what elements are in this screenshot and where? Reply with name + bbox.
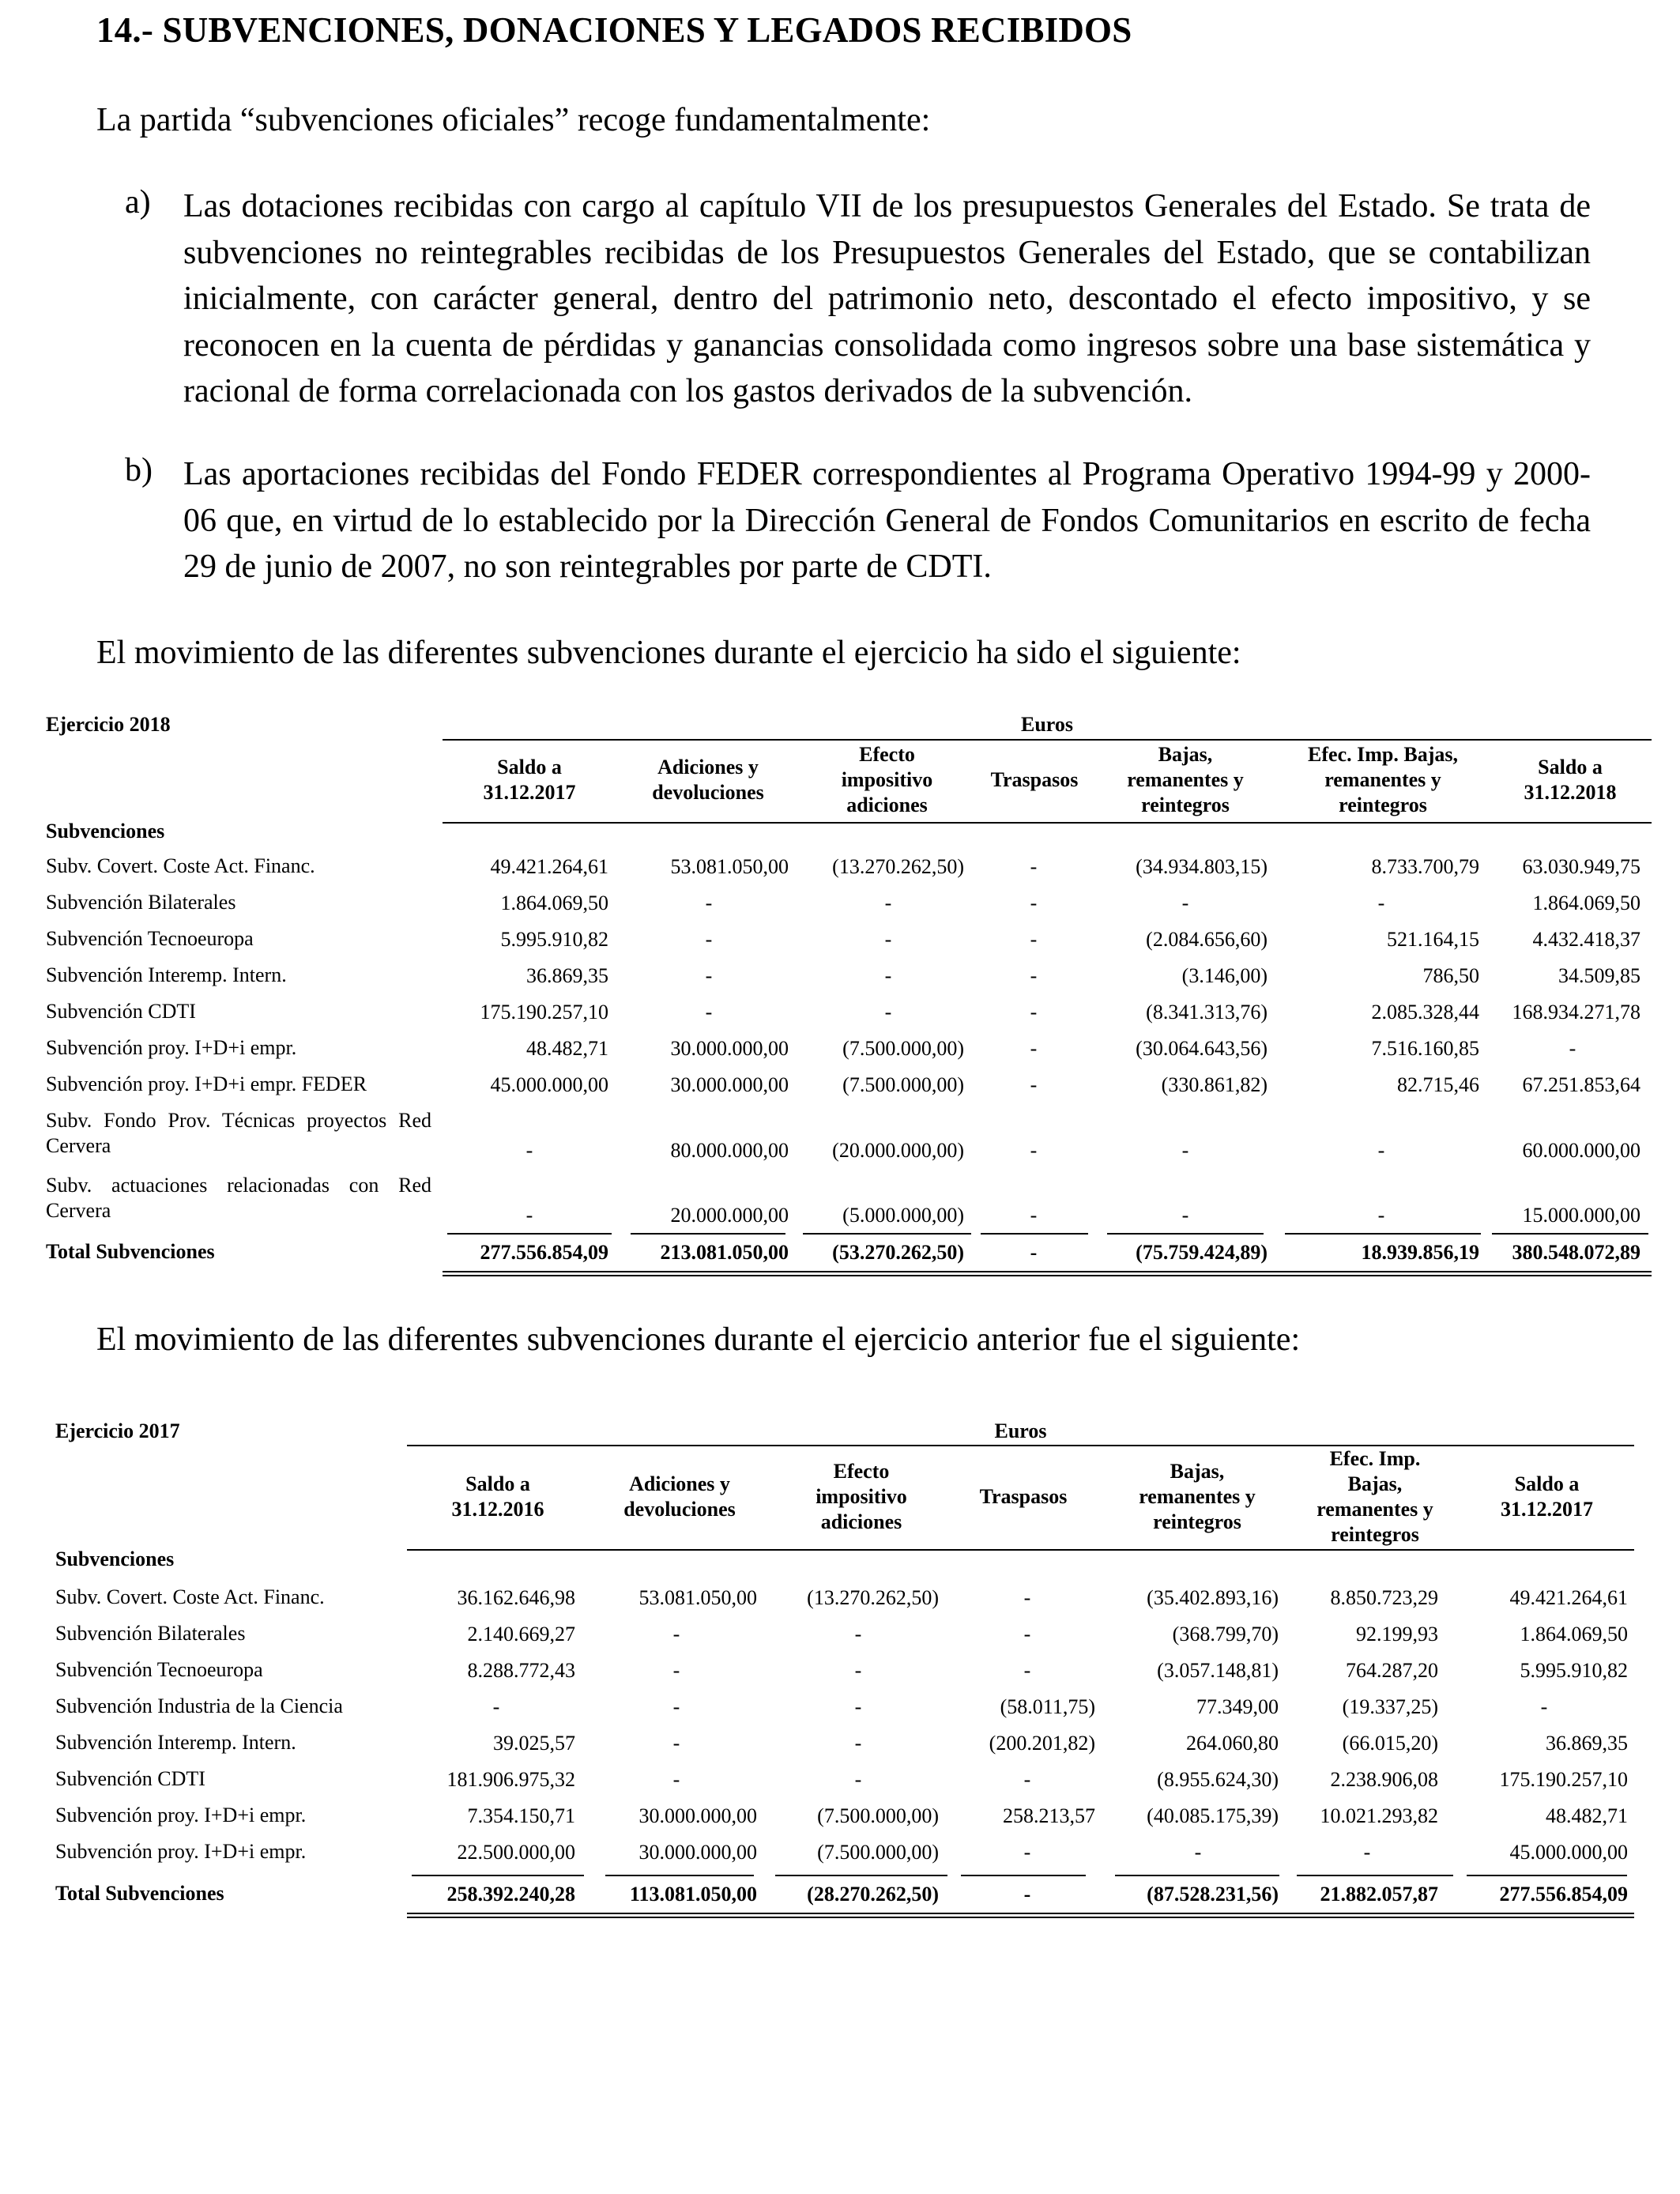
cell-value: -: [525, 1139, 533, 1162]
cell-value: -: [492, 1695, 500, 1718]
cell-value: (35.402.893,16): [1147, 1586, 1279, 1609]
column-header-text: Saldo a 31.12.2017: [483, 756, 576, 804]
row-label: Subvención Interemp. Intern.: [55, 1731, 296, 1754]
row-label: Subv. Fondo Prov. Técnicas proyectos Red Cervera: [46, 1109, 431, 1157]
cell-value: -: [1377, 1204, 1385, 1227]
cell-value: (5.000.000,00): [842, 1204, 964, 1227]
cell-value: -: [1030, 892, 1038, 914]
column-header-text: Traspasos: [990, 768, 1079, 791]
cell-value: (75.759.424,89): [1136, 1241, 1268, 1264]
cell-value: -: [1030, 1139, 1038, 1162]
total-double-rule: [407, 1913, 1634, 1918]
cell-value: 39.025,57: [493, 1732, 575, 1755]
section-label: Subvenciones: [55, 1547, 175, 1570]
column-header: [956, 1446, 1090, 1547]
row-label: Subvención Industria de la Ciencia: [55, 1695, 343, 1717]
cell-value: 1.864.069,50: [500, 892, 608, 914]
row-label: Subvención CDTI: [46, 1000, 196, 1023]
cell-value: -: [1023, 1659, 1031, 1682]
cell-value: 48.482,71: [1546, 1804, 1628, 1827]
section-label: Subvenciones: [46, 820, 165, 843]
cell-value: (53.270.262,50): [832, 1241, 964, 1264]
cell-value: 18.939.856,19: [1361, 1241, 1479, 1264]
cell-value: 77.349,00: [1196, 1695, 1279, 1718]
cell-value: -: [1194, 1841, 1202, 1864]
column-header: [770, 1446, 952, 1547]
row-label: Total Subvenciones: [46, 1240, 215, 1263]
total-double-rule: [443, 1271, 1652, 1276]
cell-value: (13.270.262,50): [807, 1586, 939, 1609]
column-header: [443, 741, 616, 820]
cell-value: 8.288.772,43: [467, 1659, 575, 1682]
cell-value: 5.995.910,82: [1520, 1659, 1628, 1682]
column-header: [798, 741, 976, 820]
cell-value: (7.500.000,00): [842, 1073, 964, 1096]
cell-value: -: [1540, 1695, 1548, 1718]
total-top-rule: [1107, 1233, 1264, 1235]
total-top-rule: [1492, 1233, 1648, 1235]
cell-value: -: [1569, 1037, 1576, 1060]
cell-value: 15.000.000,00: [1522, 1204, 1640, 1227]
cell-value: (7.500.000,00): [817, 1841, 939, 1864]
total-top-rule: [981, 1233, 1088, 1235]
cell-value: -: [672, 1695, 680, 1718]
column-header-text: Efec. Imp. Bajas, remanentes y reintegros: [1317, 1447, 1433, 1546]
cell-value: -: [1377, 1139, 1385, 1162]
cell-value: 30.000.000,00: [638, 1841, 757, 1864]
cell-value: (7.500.000,00): [817, 1804, 939, 1827]
cell-value: (58.011,75): [1000, 1695, 1095, 1718]
total-top-rule: [605, 1875, 754, 1876]
cell-value: -: [672, 1623, 680, 1646]
cell-value: (3.146,00): [1181, 964, 1268, 987]
cell-value: -: [672, 1768, 680, 1791]
row-label: Subvención Bilaterales: [46, 891, 236, 914]
cell-value: 380.548.072,89: [1512, 1241, 1640, 1264]
column-header: [1487, 741, 1653, 820]
cell-value: (13.270.262,50): [832, 855, 964, 878]
cell-value: -: [884, 892, 892, 914]
column-header-text: Adiciones y devoluciones: [623, 1472, 736, 1521]
column-header: [626, 741, 790, 820]
cell-value: 7.354.150,71: [467, 1804, 575, 1827]
column-header: [1102, 741, 1268, 820]
cell-value: -: [1363, 1841, 1371, 1864]
total-top-rule: [1297, 1875, 1453, 1876]
cell-value: 181.906.975,32: [446, 1768, 575, 1791]
cell-value: -: [672, 1659, 680, 1682]
cell-value: 63.030.949,75: [1522, 855, 1640, 878]
cell-value: 36.869,35: [526, 964, 608, 987]
row-label: Subvención CDTI: [55, 1767, 205, 1790]
cell-value: (30.064.643,56): [1136, 1037, 1268, 1060]
column-header-text: Efecto impositivo adiciones: [841, 743, 933, 816]
total-top-rule: [412, 1875, 584, 1876]
cell-value: 764.287,20: [1346, 1659, 1438, 1682]
cell-value: -: [1030, 964, 1038, 987]
cell-value: 30.000.000,00: [638, 1804, 757, 1827]
cell-value: -: [1023, 1883, 1031, 1906]
header-bottom-rule: [443, 822, 1652, 824]
header-bottom-rule: [407, 1549, 1634, 1551]
column-header-text: Saldo a 31.12.2016: [451, 1472, 544, 1521]
cell-value: 22.500.000,00: [457, 1841, 575, 1864]
cell-value: (8.341.313,76): [1146, 1001, 1268, 1023]
cell-value: -: [1030, 1001, 1038, 1023]
column-header: [1110, 1446, 1284, 1547]
cell-value: 34.509,85: [1558, 964, 1640, 987]
table-title: Ejercicio 2018: [46, 713, 171, 736]
cell-value: -: [1030, 1073, 1038, 1096]
cell-value: -: [705, 1001, 713, 1023]
column-header: [1292, 1446, 1458, 1547]
total-top-rule: [1467, 1875, 1627, 1876]
cell-value: 21.882.057,87: [1320, 1883, 1438, 1906]
row-label: Subvención Tecnoeuropa: [55, 1658, 263, 1681]
cell-value: -: [705, 964, 713, 987]
cell-value: 213.081.050,00: [660, 1241, 789, 1264]
cell-value: -: [1030, 1037, 1038, 1060]
cell-value: -: [1377, 892, 1385, 914]
list-marker: a): [125, 184, 151, 221]
cell-value: -: [854, 1695, 862, 1718]
total-top-rule: [803, 1233, 971, 1235]
row-label: Subvención Interemp. Intern.: [46, 963, 287, 986]
cell-value: (8.955.624,30): [1157, 1768, 1279, 1791]
list-item-text: Las aportaciones recibidas del Fondo FEDER correspondientes al Programa Operativo 1994-99 y 2000-06 que, en virtud de lo establecido por la Dirección General de Fondos Comunitarios en escrito de fecha 29 de junio de 2007, no son reintegrables por parte de CDTI.: [183, 456, 1591, 585]
cell-value: (20.000.000,00): [832, 1139, 964, 1162]
cell-value: 67.251.853,64: [1522, 1073, 1640, 1096]
total-top-rule: [631, 1233, 785, 1235]
row-label: Total Subvenciones: [55, 1882, 224, 1905]
cell-value: 30.000.000,00: [670, 1073, 789, 1096]
cell-value: 45.000.000,00: [490, 1073, 608, 1096]
cell-value: -: [854, 1732, 862, 1755]
cell-value: 30.000.000,00: [670, 1037, 789, 1060]
cell-value: 36.162.646,98: [457, 1586, 575, 1609]
total-top-rule: [1285, 1233, 1481, 1235]
cell-value: (3.057.148,81): [1157, 1659, 1279, 1682]
cell-value: 277.556.854,09: [1499, 1883, 1628, 1906]
column-header-text: Adiciones y devoluciones: [652, 756, 764, 804]
cell-value: -: [1030, 1241, 1038, 1264]
cell-value: 2.085.328,44: [1371, 1001, 1479, 1023]
cell-value: -: [1023, 1586, 1031, 1609]
cell-value: 264.060,80: [1186, 1732, 1279, 1755]
cell-value: 80.000.000,00: [670, 1139, 789, 1162]
cell-value: -: [1030, 855, 1038, 878]
cell-value: (19.337,25): [1342, 1695, 1438, 1718]
cell-value: -: [1181, 892, 1189, 914]
intro-paragraph: La partida “subvenciones oficiales” recoge fundamentalmente:: [96, 102, 931, 138]
cell-value: 8.850.723,29: [1330, 1586, 1438, 1609]
total-top-rule: [1115, 1875, 1279, 1876]
cell-value: 45.000.000,00: [1509, 1841, 1628, 1864]
column-header-text: Saldo a 31.12.2017: [1501, 1472, 1593, 1521]
currency-label: Euros: [994, 1419, 1047, 1442]
row-label: Subvención Bilaterales: [55, 1622, 246, 1645]
cell-value: 1.864.069,50: [1532, 892, 1640, 914]
cell-value: 49.421.264,61: [1509, 1586, 1628, 1609]
cell-value: 5.995.910,82: [500, 928, 608, 951]
total-top-rule: [775, 1875, 947, 1876]
cell-value: -: [1181, 1204, 1189, 1227]
row-label: Subvención proy. I+D+i empr. FEDER: [46, 1072, 367, 1095]
cell-value: 48.482,71: [526, 1037, 608, 1060]
cell-value: -: [705, 892, 713, 914]
row-label: Subvención proy. I+D+i empr.: [46, 1036, 297, 1059]
cell-value: -: [1023, 1768, 1031, 1791]
cell-value: 175.190.257,10: [1499, 1768, 1628, 1791]
column-header-text: Bajas, remanentes y reintegros: [1127, 743, 1244, 816]
column-header-text: Saldo a 31.12.2018: [1524, 756, 1617, 804]
column-header: [1462, 1446, 1632, 1547]
cell-value: -: [1030, 928, 1038, 951]
column-header: [601, 1446, 759, 1547]
cell-value: -: [1023, 1623, 1031, 1646]
cell-value: (40.085.175,39): [1147, 1804, 1279, 1827]
cell-value: 53.081.050,00: [670, 855, 789, 878]
cell-value: 20.000.000,00: [670, 1204, 789, 1227]
cell-value: (2.084.656,60): [1146, 928, 1268, 951]
cell-value: -: [1181, 1139, 1189, 1162]
cell-value: -: [884, 964, 892, 987]
cell-value: -: [525, 1204, 533, 1227]
cell-value: 36.869,35: [1546, 1732, 1628, 1755]
cell-value: 82.715,46: [1397, 1073, 1479, 1096]
row-label: Subvención Tecnoeuropa: [46, 927, 254, 950]
cell-value: 113.081.050,00: [629, 1883, 757, 1906]
row-label: Subv. actuaciones relacionadas con Red Cervera: [46, 1174, 431, 1222]
cell-value: 2.140.669,27: [467, 1623, 575, 1646]
table-title: Ejercicio 2017: [55, 1419, 180, 1442]
cell-value: 168.934.271,78: [1512, 1001, 1640, 1023]
cell-value: 258.392.240,28: [446, 1883, 575, 1906]
column-header: [976, 741, 1093, 820]
cell-value: (330.861,82): [1161, 1073, 1268, 1096]
cell-value: 2.238.906,08: [1330, 1768, 1438, 1791]
column-header-text: Efecto impositivo adiciones: [816, 1460, 907, 1533]
cell-value: -: [672, 1732, 680, 1755]
list-marker: b): [125, 452, 153, 488]
total-top-rule: [447, 1233, 612, 1235]
cell-value: -: [1023, 1841, 1031, 1864]
row-label: Subvención proy. I+D+i empr.: [55, 1840, 307, 1863]
cell-value: 10.021.293,82: [1320, 1804, 1438, 1827]
section-heading: 14.- SUBVENCIONES, DONACIONES Y LEGADOS RECIBIDOS: [96, 10, 1132, 50]
cell-value: 60.000.000,00: [1522, 1139, 1640, 1162]
cell-value: 92.199,93: [1356, 1623, 1438, 1646]
cell-value: 277.556.854,09: [480, 1241, 608, 1264]
cell-value: (66.015,20): [1342, 1732, 1438, 1755]
cell-value: (28.270.262,50): [807, 1883, 939, 1906]
cell-value: -: [1030, 1204, 1038, 1227]
cell-value: 49.421.264,61: [490, 855, 608, 878]
list-item-text: Las dotaciones recibidas con cargo al capítulo VII de los presupuestos Generales del Estado. Se trata de subvenciones no reintegrables recibidas de los Presupuestos Generales del Estado, que se contabilizan inicialmente, con carácter general, dentro del patrimonio neto, descontado el efecto impositivo, y se reconocen en la cuenta de pérdidas y ganancias consolidada como ingresos sobre una base sistemática y racional de forma correlacionada con los gastos derivados de la subvención.: [183, 188, 1591, 409]
cell-value: 521.164,15: [1387, 928, 1479, 951]
cell-value: -: [854, 1659, 862, 1682]
row-label: Subv. Covert. Coste Act. Financ.: [46, 854, 315, 877]
column-header: [1280, 741, 1486, 820]
cell-value: 7.516.160,85: [1371, 1037, 1479, 1060]
cell-value: 175.190.257,10: [480, 1001, 608, 1023]
cell-value: -: [854, 1623, 862, 1646]
cell-value: (34.934.803,15): [1136, 855, 1268, 878]
paragraph-2017: El movimiento de las diferentes subvenciones durante el ejercicio anterior fue el siguiente:: [96, 1321, 1301, 1358]
row-label: Subvención proy. I+D+i empr.: [55, 1804, 307, 1826]
cell-value: 786,50: [1422, 964, 1479, 987]
cell-value: -: [705, 928, 713, 951]
column-header-text: Efec. Imp. Bajas, remanentes y reintegros: [1308, 743, 1458, 816]
cell-value: -: [884, 1001, 892, 1023]
cell-value: (87.528.231,56): [1147, 1883, 1279, 1906]
cell-value: (7.500.000,00): [842, 1037, 964, 1060]
cell-value: 8.733.700,79: [1371, 855, 1479, 878]
cell-value: 53.081.050,00: [638, 1586, 757, 1609]
column-header: [407, 1446, 589, 1547]
total-top-rule: [961, 1875, 1086, 1876]
row-label: Subv. Covert. Coste Act. Financ.: [55, 1585, 325, 1608]
cell-value: 258.213,57: [1003, 1804, 1095, 1827]
cell-value: (200.201,82): [989, 1732, 1095, 1755]
cell-value: 4.432.418,37: [1532, 928, 1640, 951]
cell-value: -: [854, 1768, 862, 1791]
cell-value: 1.864.069,50: [1520, 1623, 1628, 1646]
cell-value: (368.799,70): [1172, 1623, 1279, 1646]
column-header-text: Bajas, remanentes y reintegros: [1139, 1460, 1256, 1533]
cell-value: -: [884, 928, 892, 951]
paragraph-2018: El movimiento de las diferentes subvenciones durante el ejercicio ha sido el siguiente:: [96, 635, 1241, 671]
column-header-text: Traspasos: [979, 1485, 1068, 1508]
currency-label: Euros: [1021, 713, 1073, 736]
